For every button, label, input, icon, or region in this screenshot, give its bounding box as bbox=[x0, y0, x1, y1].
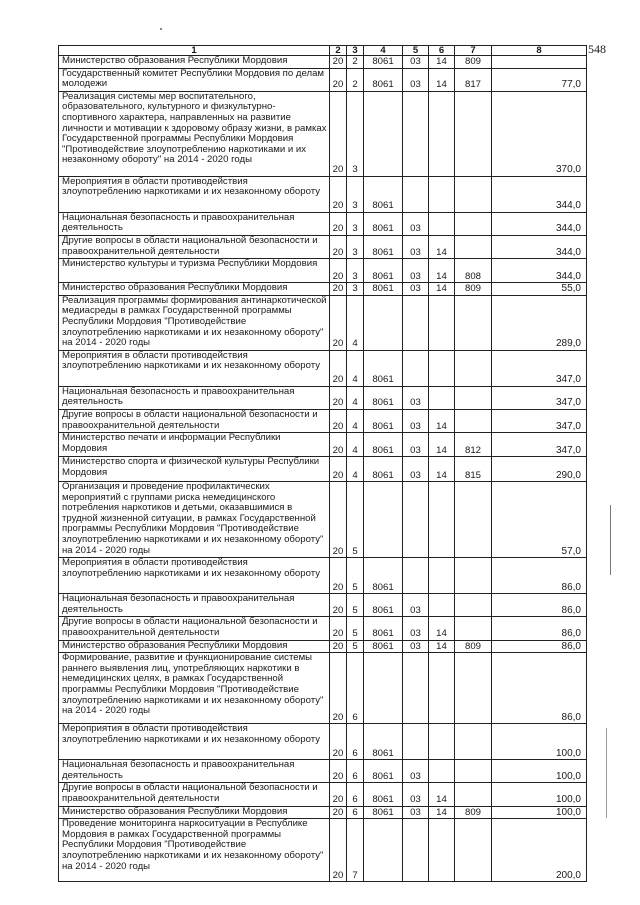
amount-cell: 86,0 bbox=[492, 640, 587, 653]
code-cell: 20 bbox=[330, 724, 347, 760]
code-cell: 4 bbox=[347, 386, 364, 409]
amount-cell: 344,0 bbox=[492, 235, 587, 258]
code-cell: 20 bbox=[330, 640, 347, 653]
code-cell: 2 bbox=[347, 56, 364, 69]
code-cell: 03 bbox=[403, 617, 429, 640]
row-name-cell: Мероприятия в области противодействия злоупотреблению наркотиками и их незаконному обороту bbox=[59, 350, 330, 386]
row-name-cell: Министерство образования Республики Мордовия bbox=[59, 640, 330, 653]
row-name-cell: Организация и проведение профилактических мероприятий с группами риска немедицинского потребления наркотиков и детьми, оказавшимися в трудной жизненной ситуации, в рамках Государственной программы Республики Мордовия "Противодействие злоупотреблению наркотиками и их незаконному обороту" на 2014 - 2020 годы bbox=[59, 482, 330, 558]
table-row bbox=[59, 259, 587, 283]
code-cell bbox=[429, 594, 455, 617]
row-name-cell: Национальная безопасность и правоохранительная деятельность bbox=[59, 760, 330, 783]
code-cell: 6 bbox=[347, 724, 364, 760]
code-cell bbox=[455, 594, 492, 617]
code-cell: 3 bbox=[347, 176, 364, 212]
column-header: 8 bbox=[492, 46, 587, 56]
code-cell: 03 bbox=[403, 433, 429, 457]
code-cell: 20 bbox=[330, 617, 347, 640]
code-cell: 8061 bbox=[364, 259, 403, 283]
code-cell bbox=[403, 482, 429, 558]
code-cell: 20 bbox=[330, 91, 347, 176]
table-row bbox=[59, 558, 587, 594]
amount-cell: 77,0 bbox=[492, 68, 587, 91]
amount-cell: 344,0 bbox=[492, 212, 587, 235]
code-cell: 03 bbox=[403, 409, 429, 432]
table-row bbox=[59, 617, 587, 640]
table-row bbox=[59, 594, 587, 617]
row-name-cell: Формирование, развитие и функционирование системы раннего выявления лиц, употребляющих наркотики в немедицинских целях, в рамках Государственной программы Республики Мордовия "Противодействие злоупотреблению наркотиками и их незаконному обороту" на 2014 - 2020 годы bbox=[59, 653, 330, 724]
code-cell: 20 bbox=[330, 259, 347, 283]
code-cell bbox=[403, 724, 429, 760]
amount-cell: 347,0 bbox=[492, 433, 587, 457]
code-cell: 8061 bbox=[364, 806, 403, 819]
code-cell: 20 bbox=[330, 176, 347, 212]
code-cell: 20 bbox=[330, 806, 347, 819]
code-cell bbox=[429, 295, 455, 350]
code-cell: 20 bbox=[330, 457, 347, 482]
amount-cell: 57,0 bbox=[492, 482, 587, 558]
code-cell: 20 bbox=[330, 482, 347, 558]
code-cell: 20 bbox=[330, 819, 347, 882]
code-cell bbox=[429, 386, 455, 409]
amount-cell bbox=[492, 56, 587, 69]
table-row bbox=[59, 386, 587, 409]
table-row bbox=[59, 235, 587, 258]
code-cell bbox=[403, 295, 429, 350]
code-cell: 14 bbox=[429, 433, 455, 457]
row-name-cell: Министерство культуры и туризма Республики Мордовия bbox=[59, 259, 330, 283]
code-cell: 809 bbox=[455, 640, 492, 653]
table-row bbox=[59, 819, 587, 882]
code-cell: 14 bbox=[429, 283, 455, 296]
code-cell: 5 bbox=[347, 640, 364, 653]
page-number: 548 bbox=[588, 42, 606, 56]
code-cell bbox=[455, 235, 492, 258]
row-name-cell: Другие вопросы в области национальной безопасности и правоохранительной деятельности bbox=[59, 409, 330, 432]
code-cell bbox=[429, 482, 455, 558]
amount-cell: 347,0 bbox=[492, 409, 587, 432]
code-cell: 03 bbox=[403, 386, 429, 409]
code-cell: 3 bbox=[347, 212, 364, 235]
column-header: 4 bbox=[364, 46, 403, 56]
row-name-cell: Другие вопросы в области национальной безопасности и правоохранительной деятельности bbox=[59, 783, 330, 806]
table-row bbox=[59, 457, 587, 482]
code-cell: 14 bbox=[429, 457, 455, 482]
amount-cell: 100,0 bbox=[492, 760, 587, 783]
code-cell bbox=[455, 409, 492, 432]
code-cell: 20 bbox=[330, 653, 347, 724]
row-name-cell: Другие вопросы в области национальной безопасности и правоохранительной деятельности bbox=[59, 235, 330, 258]
code-cell bbox=[403, 653, 429, 724]
table-row bbox=[59, 783, 587, 806]
code-cell: 8061 bbox=[364, 68, 403, 91]
table-row bbox=[59, 350, 587, 386]
code-cell: 8061 bbox=[364, 724, 403, 760]
code-cell: 03 bbox=[403, 259, 429, 283]
code-cell: 809 bbox=[455, 56, 492, 69]
code-cell bbox=[455, 91, 492, 176]
code-cell: 815 bbox=[455, 457, 492, 482]
column-header: 1 bbox=[59, 46, 330, 56]
code-cell: 20 bbox=[330, 295, 347, 350]
code-cell: 4 bbox=[347, 295, 364, 350]
code-cell: 20 bbox=[330, 56, 347, 69]
code-cell: 20 bbox=[330, 68, 347, 91]
row-name-cell: Национальная безопасность и правоохранительная деятельность bbox=[59, 386, 330, 409]
code-cell: 8061 bbox=[364, 235, 403, 258]
table-row bbox=[59, 283, 587, 296]
table-row bbox=[59, 724, 587, 760]
code-cell: 2 bbox=[347, 68, 364, 91]
table-row bbox=[59, 176, 587, 212]
amount-cell: 100,0 bbox=[492, 806, 587, 819]
code-cell: 20 bbox=[330, 558, 347, 594]
code-cell bbox=[429, 724, 455, 760]
code-cell: 03 bbox=[403, 283, 429, 296]
code-cell: 14 bbox=[429, 235, 455, 258]
row-name-cell: Министерство печати и информации Республики Мордовия bbox=[59, 433, 330, 457]
table-row bbox=[59, 91, 587, 176]
code-cell: 808 bbox=[455, 259, 492, 283]
code-cell: 03 bbox=[403, 640, 429, 653]
code-cell: 8061 bbox=[364, 457, 403, 482]
amount-cell: 289,0 bbox=[492, 295, 587, 350]
table-row bbox=[59, 482, 587, 558]
code-cell bbox=[455, 783, 492, 806]
column-header: 5 bbox=[403, 46, 429, 56]
code-cell: 20 bbox=[330, 594, 347, 617]
code-cell: 8061 bbox=[364, 594, 403, 617]
code-cell: 03 bbox=[403, 68, 429, 91]
code-cell: 4 bbox=[347, 433, 364, 457]
code-cell: 03 bbox=[403, 806, 429, 819]
code-cell: 8061 bbox=[364, 386, 403, 409]
code-cell: 14 bbox=[429, 409, 455, 432]
code-cell: 6 bbox=[347, 806, 364, 819]
code-cell: 3 bbox=[347, 283, 364, 296]
code-cell bbox=[403, 350, 429, 386]
amount-cell: 344,0 bbox=[492, 259, 587, 283]
code-cell: 03 bbox=[403, 457, 429, 482]
code-cell: 4 bbox=[347, 350, 364, 386]
code-cell bbox=[455, 653, 492, 724]
code-cell: 8061 bbox=[364, 783, 403, 806]
code-cell: 14 bbox=[429, 259, 455, 283]
code-cell: 8061 bbox=[364, 409, 403, 432]
code-cell: 03 bbox=[403, 56, 429, 69]
code-cell bbox=[455, 482, 492, 558]
code-cell: 20 bbox=[330, 235, 347, 258]
code-cell: 6 bbox=[347, 783, 364, 806]
code-cell: 8061 bbox=[364, 283, 403, 296]
table-row bbox=[59, 806, 587, 819]
amount-cell: 344,0 bbox=[492, 176, 587, 212]
row-name-cell: Министерство образования Республики Мордовия bbox=[59, 283, 330, 296]
scan-mark bbox=[160, 28, 162, 30]
amount-cell: 86,0 bbox=[492, 653, 587, 724]
row-name-cell: Мероприятия в области противодействия злоупотреблению наркотиками и их незаконному обороту bbox=[59, 724, 330, 760]
code-cell: 4 bbox=[347, 457, 364, 482]
code-cell: 8061 bbox=[364, 617, 403, 640]
code-cell: 20 bbox=[330, 783, 347, 806]
code-cell: 14 bbox=[429, 68, 455, 91]
code-cell: 809 bbox=[455, 283, 492, 296]
code-cell: 20 bbox=[330, 760, 347, 783]
code-cell bbox=[403, 91, 429, 176]
code-cell: 03 bbox=[403, 235, 429, 258]
code-cell: 4 bbox=[347, 409, 364, 432]
code-cell: 5 bbox=[347, 482, 364, 558]
code-cell bbox=[455, 760, 492, 783]
code-cell: 8061 bbox=[364, 350, 403, 386]
row-name-cell: Министерство спорта и физической культуры Республики Мордовия bbox=[59, 457, 330, 482]
table-row bbox=[59, 640, 587, 653]
code-cell: 809 bbox=[455, 806, 492, 819]
amount-cell: 100,0 bbox=[492, 783, 587, 806]
code-cell bbox=[429, 653, 455, 724]
code-cell bbox=[364, 91, 403, 176]
code-cell: 8061 bbox=[364, 176, 403, 212]
code-cell bbox=[455, 724, 492, 760]
amount-cell: 86,0 bbox=[492, 558, 587, 594]
amount-cell: 100,0 bbox=[492, 724, 587, 760]
code-cell: 14 bbox=[429, 783, 455, 806]
row-name-cell: Министерство образования Республики Мордовия bbox=[59, 56, 330, 69]
row-name-cell: Реализация системы мер воспитательного, образовательного, культурного и физкультурно-спортивного характера, направленных на развитие личности и мотивации к здоровому образу жизни, в рамках Государственной программы Республики Мордовия "Противодействие злоупотреблению наркотиками и их незаконному обороту" на 2014 - 2020 годы bbox=[59, 91, 330, 176]
row-name-cell: Государственный комитет Республики Мордовия по делам молодежи bbox=[59, 68, 330, 91]
code-cell: 03 bbox=[403, 783, 429, 806]
code-cell bbox=[429, 760, 455, 783]
code-cell: 817 bbox=[455, 68, 492, 91]
column-header: 2 bbox=[330, 46, 347, 56]
amount-cell: 55,0 bbox=[492, 283, 587, 296]
code-cell: 20 bbox=[330, 433, 347, 457]
table-row bbox=[59, 295, 587, 350]
code-cell: 14 bbox=[429, 640, 455, 653]
column-header: 3 bbox=[347, 46, 364, 56]
row-name-cell: Национальная безопасность и правоохранительная деятельность bbox=[59, 594, 330, 617]
code-cell: 5 bbox=[347, 558, 364, 594]
amount-cell: 86,0 bbox=[492, 594, 587, 617]
code-cell bbox=[429, 176, 455, 212]
row-name-cell: Реализация программы формирования антинаркотической медиасреды в рамках Государственной программы Республики Мордовия "Противодействие злоупотреблению наркотиками и их незаконному обороту" на 2014 - 2020 годы bbox=[59, 295, 330, 350]
amount-cell: 370,0 bbox=[492, 91, 587, 176]
code-cell: 03 bbox=[403, 760, 429, 783]
scan-mark bbox=[610, 505, 611, 575]
table-header-row bbox=[59, 46, 587, 56]
code-cell bbox=[455, 350, 492, 386]
code-cell bbox=[403, 558, 429, 594]
amount-cell: 86,0 bbox=[492, 617, 587, 640]
code-cell bbox=[455, 558, 492, 594]
code-cell bbox=[455, 176, 492, 212]
amount-cell: 347,0 bbox=[492, 386, 587, 409]
table-row bbox=[59, 433, 587, 457]
code-cell bbox=[455, 295, 492, 350]
row-name-cell: Национальная безопасность и правоохранительная деятельность bbox=[59, 212, 330, 235]
column-header: 7 bbox=[455, 46, 492, 56]
code-cell: 20 bbox=[330, 409, 347, 432]
table-row bbox=[59, 760, 587, 783]
code-cell: 6 bbox=[347, 760, 364, 783]
code-cell bbox=[429, 819, 455, 882]
code-cell: 14 bbox=[429, 806, 455, 819]
scan-mark bbox=[606, 728, 607, 818]
code-cell bbox=[364, 482, 403, 558]
code-cell bbox=[403, 819, 429, 882]
code-cell: 03 bbox=[403, 212, 429, 235]
row-name-cell: Другие вопросы в области национальной безопасности и правоохранительной деятельности bbox=[59, 617, 330, 640]
code-cell: 3 bbox=[347, 91, 364, 176]
code-cell: 6 bbox=[347, 653, 364, 724]
code-cell: 20 bbox=[330, 283, 347, 296]
code-cell: 8061 bbox=[364, 212, 403, 235]
amount-cell: 200,0 bbox=[492, 819, 587, 882]
code-cell bbox=[455, 212, 492, 235]
code-cell: 8061 bbox=[364, 56, 403, 69]
row-name-cell: Мероприятия в области противодействия злоупотреблению наркотиками и их незаконному обороту bbox=[59, 176, 330, 212]
code-cell: 8061 bbox=[364, 640, 403, 653]
code-cell: 8061 bbox=[364, 760, 403, 783]
code-cell bbox=[429, 558, 455, 594]
code-cell bbox=[364, 819, 403, 882]
code-cell bbox=[429, 350, 455, 386]
code-cell: 3 bbox=[347, 235, 364, 258]
code-cell: 7 bbox=[347, 819, 364, 882]
table-row bbox=[59, 409, 587, 432]
code-cell: 5 bbox=[347, 617, 364, 640]
table-row bbox=[59, 68, 587, 91]
code-cell: 14 bbox=[429, 56, 455, 69]
code-cell bbox=[429, 91, 455, 176]
code-cell: 20 bbox=[330, 386, 347, 409]
code-cell: 20 bbox=[330, 350, 347, 386]
code-cell bbox=[364, 295, 403, 350]
table-row bbox=[59, 212, 587, 235]
code-cell: 20 bbox=[330, 212, 347, 235]
table-row bbox=[59, 653, 587, 724]
table-row bbox=[59, 56, 587, 69]
code-cell: 14 bbox=[429, 617, 455, 640]
code-cell bbox=[403, 176, 429, 212]
row-name-cell: Проведение мониторинга наркоситуации в Республике Мордовия в рамках Государственной программы Республики Мордовия "Противодействие злоупотреблению наркотиками и их незаконному обороту" на 2014 - 2020 годы bbox=[59, 819, 330, 882]
code-cell bbox=[455, 617, 492, 640]
code-cell bbox=[429, 212, 455, 235]
code-cell bbox=[364, 653, 403, 724]
code-cell: 5 bbox=[347, 594, 364, 617]
code-cell: 8061 bbox=[364, 433, 403, 457]
code-cell bbox=[455, 386, 492, 409]
row-name-cell: Мероприятия в области противодействия злоупотреблению наркотиками и их незаконному обороту bbox=[59, 558, 330, 594]
code-cell: 8061 bbox=[364, 558, 403, 594]
code-cell bbox=[455, 819, 492, 882]
budget-table bbox=[58, 45, 587, 882]
column-header: 6 bbox=[429, 46, 455, 56]
code-cell: 3 bbox=[347, 259, 364, 283]
code-cell: 03 bbox=[403, 594, 429, 617]
amount-cell: 347,0 bbox=[492, 350, 587, 386]
amount-cell: 290,0 bbox=[492, 457, 587, 482]
code-cell: 812 bbox=[455, 433, 492, 457]
row-name-cell: Министерство образования Республики Мордовия bbox=[59, 806, 330, 819]
